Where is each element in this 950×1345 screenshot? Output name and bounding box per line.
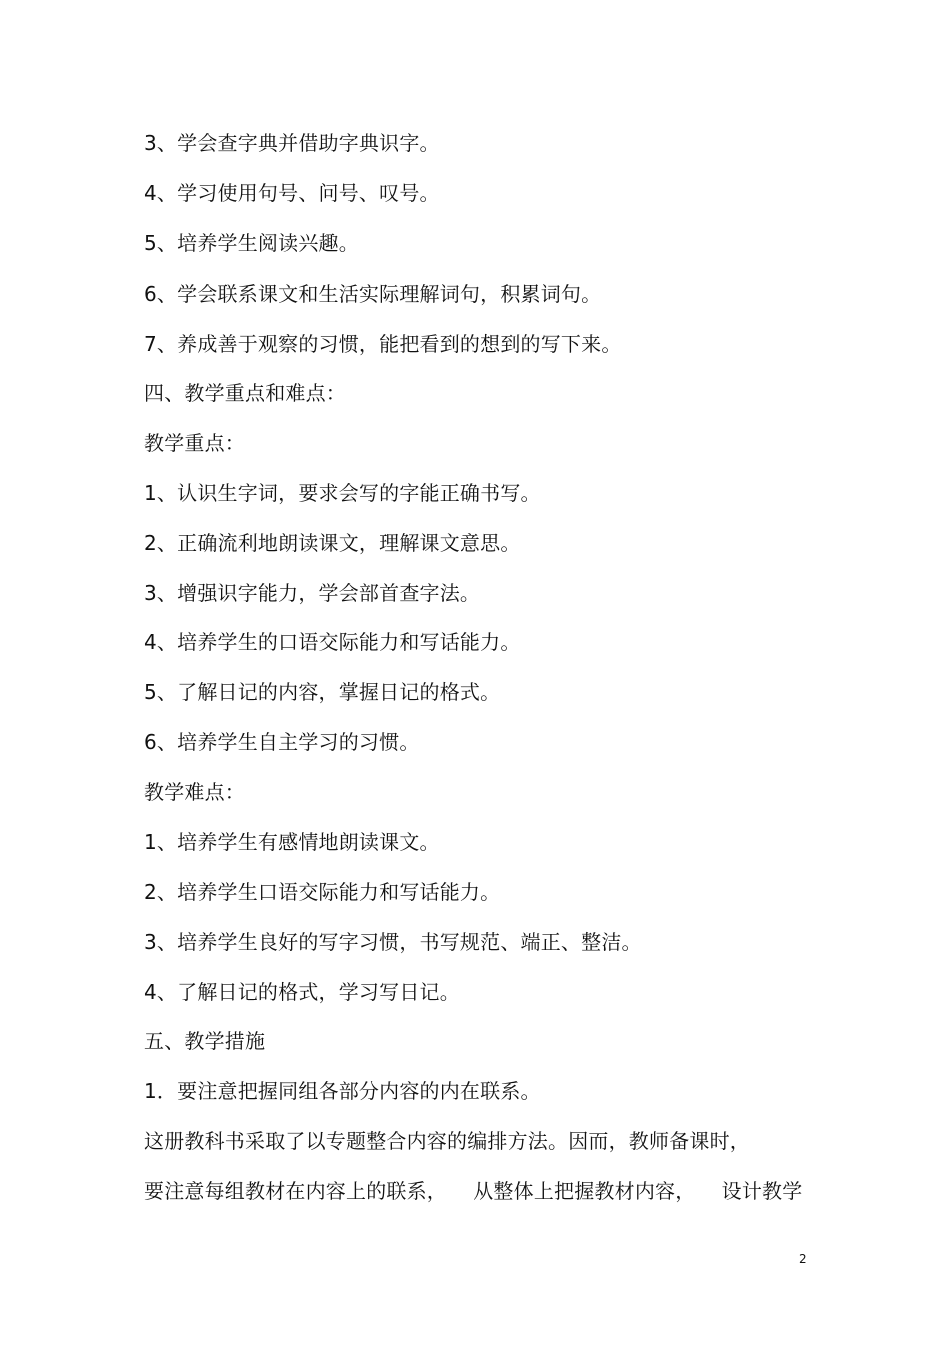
section-heading: 五、教学措施 <box>144 1029 266 1053</box>
text-line: 6、培养学生自主学习的习惯。 <box>144 730 420 754</box>
text-line: 4、了解日记的格式，学习写日记。 <box>144 980 460 1004</box>
text-line: 4、学习使用句号、问号、叹号。 <box>144 181 440 205</box>
text-line: 1．要注意把握同组各部分内容的内在联系。 <box>144 1079 541 1103</box>
paragraph-line: 这册教科书采取了以专题整合内容的编排方法。因而，教师备课时， <box>144 1129 750 1153</box>
text-line: 7、养成善于观察的习惯，能把看到的想到的写下来。 <box>144 332 622 356</box>
text-line: 1、认识生字词，要求会写的字能正确书写。 <box>144 481 541 505</box>
text-line: 4、培养学生的口语交际能力和写话能力。 <box>144 630 521 654</box>
text-line: 3、学会查字典并借助字典识字。 <box>144 131 440 155</box>
subheading: 教学难点： <box>144 780 245 804</box>
section-heading: 四、教学重点和难点： <box>144 381 346 405</box>
text-line: 6、学会联系课文和生活实际理解词句，积累词句。 <box>144 282 602 306</box>
text-line: 5、了解日记的内容，掌握日记的格式。 <box>144 680 501 704</box>
subheading: 教学重点： <box>144 431 245 455</box>
text-line: 3、增强识字能力，学会部首查字法。 <box>144 581 481 605</box>
text-line: 2、正确流利地朗读课文，理解课文意思。 <box>144 531 521 555</box>
paragraph-line: 要注意每组教材在内容上的联系， 从整体上把握教材内容， 设计教学 <box>144 1179 803 1203</box>
text-line: 3、培养学生良好的写字习惯，书写规范、端正、整洁。 <box>144 930 642 954</box>
text-line: 1、培养学生有感情地朗读课文。 <box>144 830 440 854</box>
text-line: 2、培养学生口语交际能力和写话能力。 <box>144 880 501 904</box>
page-number: 2 <box>799 1252 807 1266</box>
text-line: 5、培养学生阅读兴趣。 <box>144 231 359 255</box>
